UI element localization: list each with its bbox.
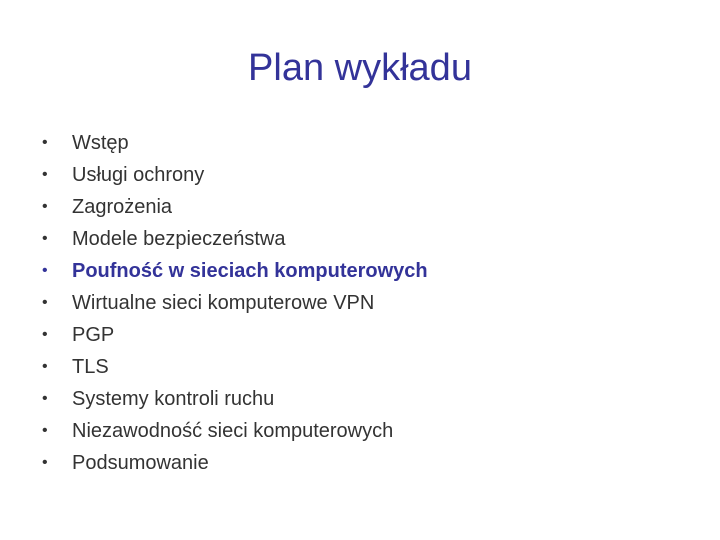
agenda-item (42, 159, 428, 191)
agenda-item (42, 191, 428, 223)
agenda-item-label: Podsumowanie (72, 452, 209, 474)
agenda-item-label: Modele bezpieczeństwa (72, 228, 286, 250)
agenda-item-label: Wirtualne sieci komputerowe VPN (72, 292, 375, 314)
agenda-item-label: PGP (72, 324, 115, 346)
bullet-icon: • (42, 422, 48, 439)
bullet-icon: • (42, 230, 48, 247)
agenda-item (42, 319, 428, 351)
agenda-item (42, 383, 428, 415)
agenda-item (42, 127, 428, 159)
bullet-icon: • (42, 326, 48, 343)
slide-title (0, 44, 720, 92)
agenda-item (42, 415, 428, 447)
bullet-icon: • (42, 294, 48, 311)
agenda-item (42, 447, 428, 479)
slide-title-text: Plan wykładu (248, 47, 472, 89)
agenda-item (42, 223, 428, 255)
bullet-icon: • (42, 198, 48, 215)
bullet-icon: • (42, 134, 48, 151)
agenda-item-label: TLS (72, 356, 109, 378)
bullet-icon: • (42, 454, 48, 471)
bullet-icon: • (42, 358, 48, 375)
agenda-item-label: Zagrożenia (72, 196, 173, 218)
bullet-icon: • (42, 390, 48, 407)
bullet-icon: • (42, 262, 48, 279)
bullet-icon: • (42, 166, 48, 183)
agenda-list (42, 127, 428, 479)
agenda-item (42, 351, 428, 383)
agenda-item-label: Usługi ochrony (72, 164, 205, 186)
agenda-item-active (42, 255, 428, 287)
agenda-item (42, 287, 428, 319)
agenda-item-label: Systemy kontroli ruchu (72, 388, 275, 410)
agenda-item-label: Niezawodność sieci komputerowych (72, 420, 394, 442)
agenda-item-label: Poufność w sieciach komputerowych (72, 260, 428, 282)
agenda-item-label: Wstęp (72, 132, 129, 154)
